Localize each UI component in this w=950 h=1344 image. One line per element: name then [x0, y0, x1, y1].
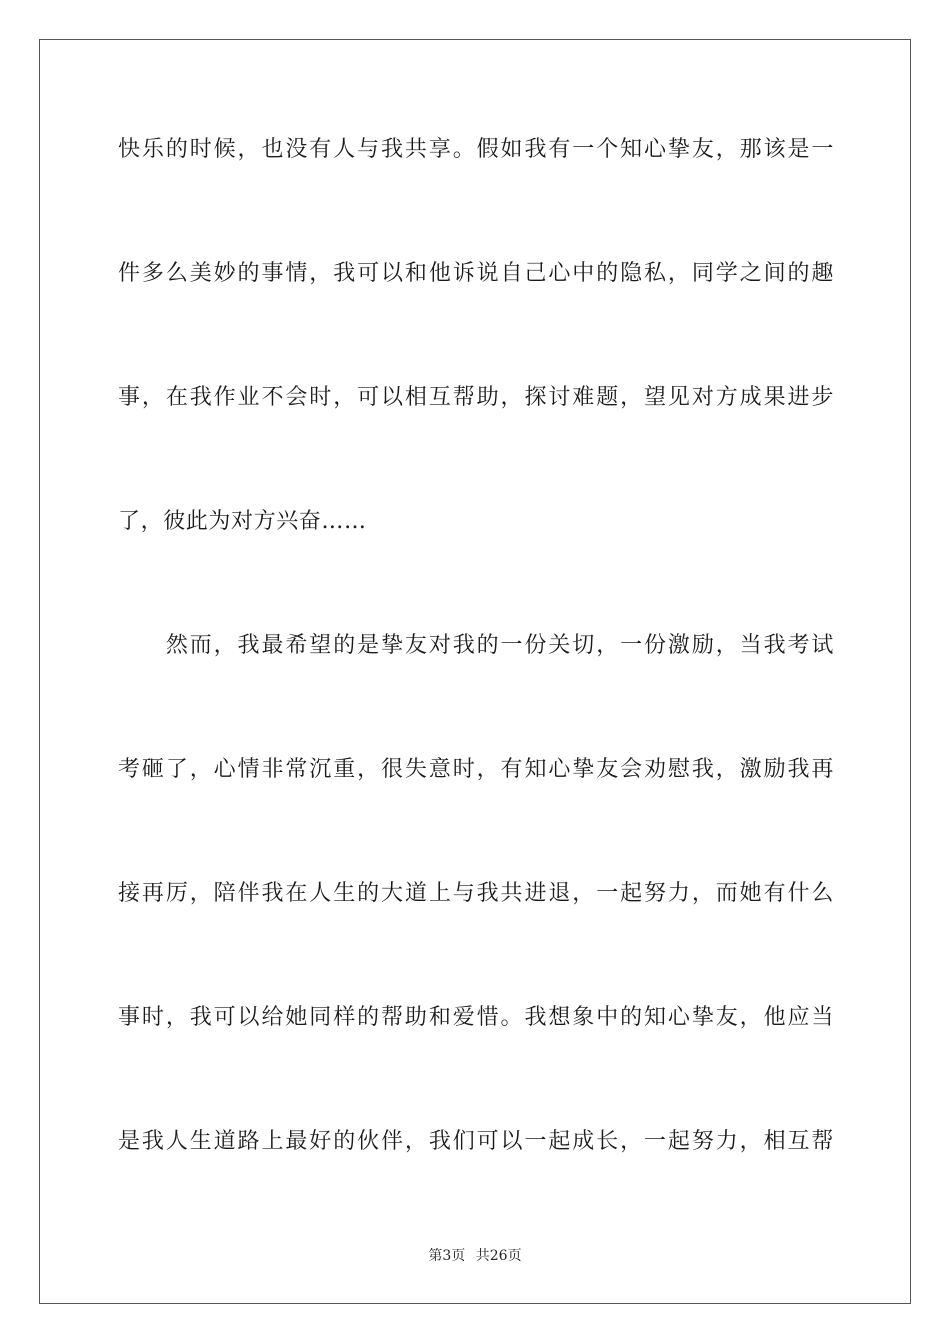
text-line-5: 然而，我最希望的是挚友对我的一份关切，一份激励，当我考试 — [118, 633, 834, 658]
total-pages-label: 共26页 — [475, 1248, 522, 1264]
page-footer — [0, 1245, 950, 1265]
text-line-2: 件多么美妙的事情，我可以和他诉说自己心中的隐私，同学之间的趣 — [118, 261, 834, 286]
current-page-label: 第3页 — [428, 1248, 466, 1264]
text-line-4: 了，彼此为对方兴奋…… — [118, 509, 367, 534]
text-line-1: 快乐的时候，也没有人与我共享。假如我有一个知心挚友，那该是一 — [118, 137, 834, 162]
text-line-7: 接再厉，陪伴我在人生的大道上与我共进退，一起努力，而她有什么 — [118, 881, 834, 906]
text-line-8: 事时，我可以给她同样的帮助和爱惜。我想象中的知心挚友，他应当 — [118, 1005, 834, 1030]
text-line-6: 考砸了，心情非常沉重，很失意时，有知心挚友会劝慰我，激励我再 — [118, 757, 834, 782]
page-frame — [39, 39, 911, 1304]
text-line-9: 是我人生道路上最好的伙伴，我们可以一起成长，一起努力，相互帮 — [118, 1129, 834, 1154]
text-line-3: 事，在我作业不会时，可以相互帮助，探讨难题，望见对方成果进步 — [118, 385, 834, 410]
